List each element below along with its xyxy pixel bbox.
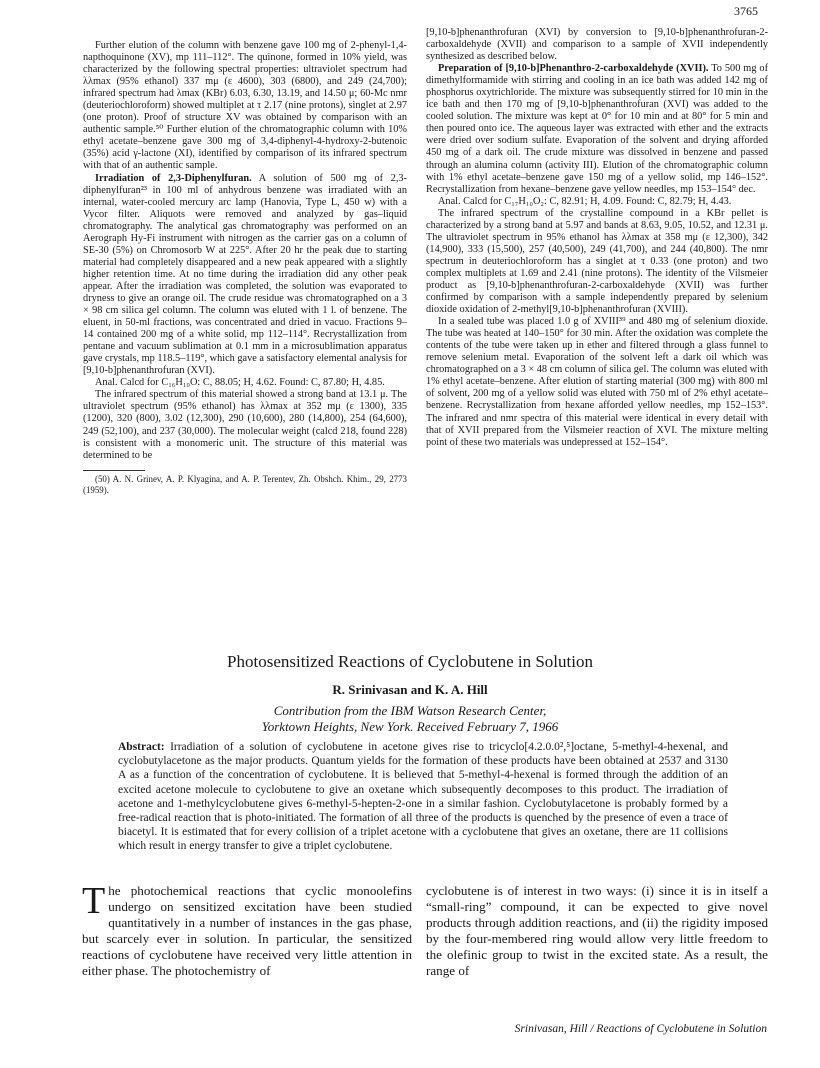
intro-left-column: [82, 880, 412, 979]
analysis-line: Anal. Calcd for C₁₇H₁₀O₂: C, 82.91; H, 4.09. Found: C, 82.79; H, 4.43.: [438, 195, 732, 207]
left-column: [83, 40, 407, 496]
abstract-label: Abstract:: [118, 741, 165, 753]
paragraph: [426, 63, 768, 196]
intro-right-column: cyclobutene is of interest in two ways: (i) since it is in itself a “small-ring” compound, it can be expected to give novel products through addition reactions, and (ii) the rigidity imposed by the four-membered ring would allow very little freedom to the olefinic group to twist in the excited state. As a result, the range of: [426, 883, 768, 978]
section-heading: Preparation of [9,10-b]Phenanthro-2-carboxaldehyde (XVII).: [438, 63, 709, 75]
abstract-text: Irradiation of a solution of cyclobutene in acetone gives rise to tricyclo[4.2.0.0²,⁵]octane, 5-methyl-4-hexenal, and cyclobutylacetone as the major products. Quantum yields for the formation of these products have been obtained at 2537 and 3130 A as a function of the concentration of cyclobutene. It is believed that 5-methyl-4-hexenal is formed through the addition of an excited acetone molecule to cyclobutene to give an oxetane which subsequently decomposes to this product. The irradiation of acetone and 1-methylcyclobutene gives 6-methyl-5-hepten-2-one in a similar fashion. Cyclobutylacetone is probably formed by a free-radical reaction that is photo-initiated. The formation of all three of the products is quenched by the presence of even a trace of biacetyl. It is estimated that for every collision of a triplet acetone with a cyclobutene that gives an oxetane, there are 11 collisions which result in energy transfer to give a triplet cyclobutene.: [118, 741, 728, 853]
running-footer: Srinivasan, Hill / Reactions of Cyclobutene in Solution: [514, 1023, 767, 1035]
affiliation-line: Contribution from the IBM Watson Research Center,: [273, 703, 547, 718]
drop-cap: T: [82, 880, 106, 922]
paragraph: [9,10-b]phenanthrofuran (XVI) by conversion to [9,10-b]phenanthrofuran-2-carboxaldehyde (XVII) and comparison to a sample of XVII independently synthesized as described below.: [426, 27, 768, 63]
paragraph: In a sealed tube was placed 1.0 g of XVIII³⁹ and 480 mg of selenium dioxide. The tube was heated at 140–150° for 30 min. After the oxidation was complete the contents of the tube were taken up in ether and filtered through a glass funnel to remove selenium metal. Evaporation of the solvent left a dark oil which was chromatographed on a 3 × 48 cm column of silica gel. The column was eluted with 1% ethyl acetate–benzene. After elution of starting material (300 mg) with 800 ml of solvent, 200 mg of a yellow solid was eluted with 750 ml of 2% ethyl acetate–benzene. Recrystallization from hexane afforded yellow needles, mp 152–153°. The infrared and nmr spectra of this material were identical in every detail with that of XVII prepared from the Vilsmeier reaction of XVI. The mixture melting point of these two materials was undepressed at 152–154°.: [426, 316, 768, 448]
paragraph-text: A solution of 500 mg of 2,3-diphenylfuran²³ in 100 ml of anhydrous benzene was irradiated with an internal, water-cooled mercury arc lamp (Hanovia, Type L, 450 w) with a Vycor filter. Aliquots were removed and analyzed by gas–liquid chromatography. The analytical gas chromatography was performed on an Aerograph Hy-Fi instrument with nitrogen as the carrier gas on a column of SE-30 (5%) on Chromosorb W at 225°. After 20 hr the peak due to starting material had completely disappeared and a new peak appeared with a slightly higher retention time. At no time during the irradiation did any other peak appear. After the irradiation was completed, the solution was evaporated to dryness to give an orange oil. The crude residue was chromatographed on a 3 × 98 cm silica gel column. The column was eluted with 1 l. of benzene. The eluent, in 50-ml fractions, was concentrated and dried in vacuo. Fractions 9–14 contained 200 mg of a white solid, mp 112–114°. Recrystallization from pentane and vacuum sublimation at 0.1 mm in a microsublimation apparatus gave crystals, mp 118.5–119°, which gave a satisfactory elemental analysis for [9,10-b]phenanthrofuran (XVI).: [83, 172, 407, 377]
affiliation-line: Yorktown Heights, New York. Received February 7, 1966: [261, 719, 559, 734]
paragraph: [83, 173, 407, 378]
intro-text: he photochemical reactions that cyclic monoolefins undergo on sensitized excitation have been studied quantitatively in a number of instances in the gas phase, but scarcely ever in solution. In particular, the sensitized reactions of cyclobutene have received very little attention in either phase. The photochemistry of: [82, 883, 412, 978]
affiliation: [0, 703, 820, 735]
page-number: 3765: [734, 4, 758, 18]
paragraph: The infrared spectrum of this material showed a strong band at 13.1 μ. The ultraviolet spectrum (95% ethanol) has λλmax at 352 mμ (ε 1300), 335 (1200), 320 (800), 3.02 (12,300), 290 (10,600), 280 (14,800), 254 (64,600), 249 (52,100), and 237 (30,000). The molecular weight (calcd 218, found 228) is consistent with a monomeric unit. The structure of this material was determined to be: [83, 389, 407, 461]
paragraph: Further elution of the column with benzene gave 100 mg of 2-phenyl-1,4-napthoquinone (XV), mp 111–112°. The quinone, formed in 10% yield, was characterized by the following spectral properties: ultraviolet spectrum had λλmax (95% ethanol) 337 mμ (ε 4600), 303 (6800), and 249 (24,700); infrared spectrum had λmax (KBr) 6.03, 6.30, 13.19, and 14.50 μ; 60-Mc nmr (deuteriochloroform) showed multiplet at τ 2.17 (nine protons), singlet at 2.97 (one proton). Proof of structure XV was obtained by comparison with an authentic sample.⁵⁰ Further elution of the chromatographic column with 10% ethyl acetate–benzene gave 300 mg of 3,4-diphenyl-4-hydroxy-2-butenoic (35%) acid γ-lactone (XI), identified by comparison of its infrared spectrum with that of an authentic sample.: [83, 40, 407, 172]
abstract: [118, 740, 728, 854]
article-title: Photosensitized Reactions of Cyclobutene in Solution: [227, 652, 593, 671]
paragraph: The infrared spectrum of the crystalline compound in a KBr pellet is characterized by a strong band at 5.97 and bands at 8.63, 9.05, 10.52, and 12.31 μ. The ultraviolet spectrum in 95% ethanol has λλmax at 358 mμ (ε 12,300), 342 (14,900), 333 (15,500), 257 (40,500), 249 (41,700), and 244 (40,800). The nmr spectrum in deuteriochloroform has a singlet at τ 0.33 (one proton) and two complex multiplets at 1.69 and 2.41 (nine protons). The identity of the Vilsmeier product as [9,10-b]phenanthrofuran-2-carboxaldehyde (XVII) was further confirmed by comparison with a sample independently prepared by selenium dioxide oxidation of 2-methyl[9,10-b]phenanthrofuran (XVIII).: [426, 207, 768, 316]
footnote: (50) A. N. Grinev, A. P. Klyagina, and A. P. Terentev, Zh. Obshch. Khim., 29, 2773 (1959).: [83, 473, 407, 495]
right-column: [426, 27, 768, 449]
section-heading: Irradiation of 2,3-Diphenylfuran.: [95, 172, 252, 184]
paragraph-text: To 500 mg of dimethylformamide with stirring and cooling in an ice bath was added 142 mg of phosphorus oxytrichloride. The mixture was subsequently stirred for 10 min in the ice bath and then 170 mg of [9,10-b]phenanthrofuran (XVI) was added to the cooled solution. The mixture was kept at 0° for 10 min and at 80° for 5 min and then poured onto ice. The aqueous layer was extracted with ether and the extracts were dried over sodium sulfate. Evaporation of the solvent and drying afforded 450 mg of a dark oil. The crude mixture was dissolved in benzene and passed through an alumina column (activity III). Elution of the chromatographic column with 1% ethyl acetate–benzene gave 150 mg of a yellow solid, mp 146–152°. Recrystallization from hexane–benzene gave yellow needles, mp 153–154° dec.: [426, 63, 768, 195]
footnote-rule: [83, 470, 145, 471]
analysis-line: Anal. Calcd for C₁₆H₁₀O: C, 88.05; H, 4.62. Found: C, 87.80; H, 4.85.: [95, 377, 385, 389]
article-authors: R. Srinivasan and K. A. Hill: [332, 682, 488, 697]
